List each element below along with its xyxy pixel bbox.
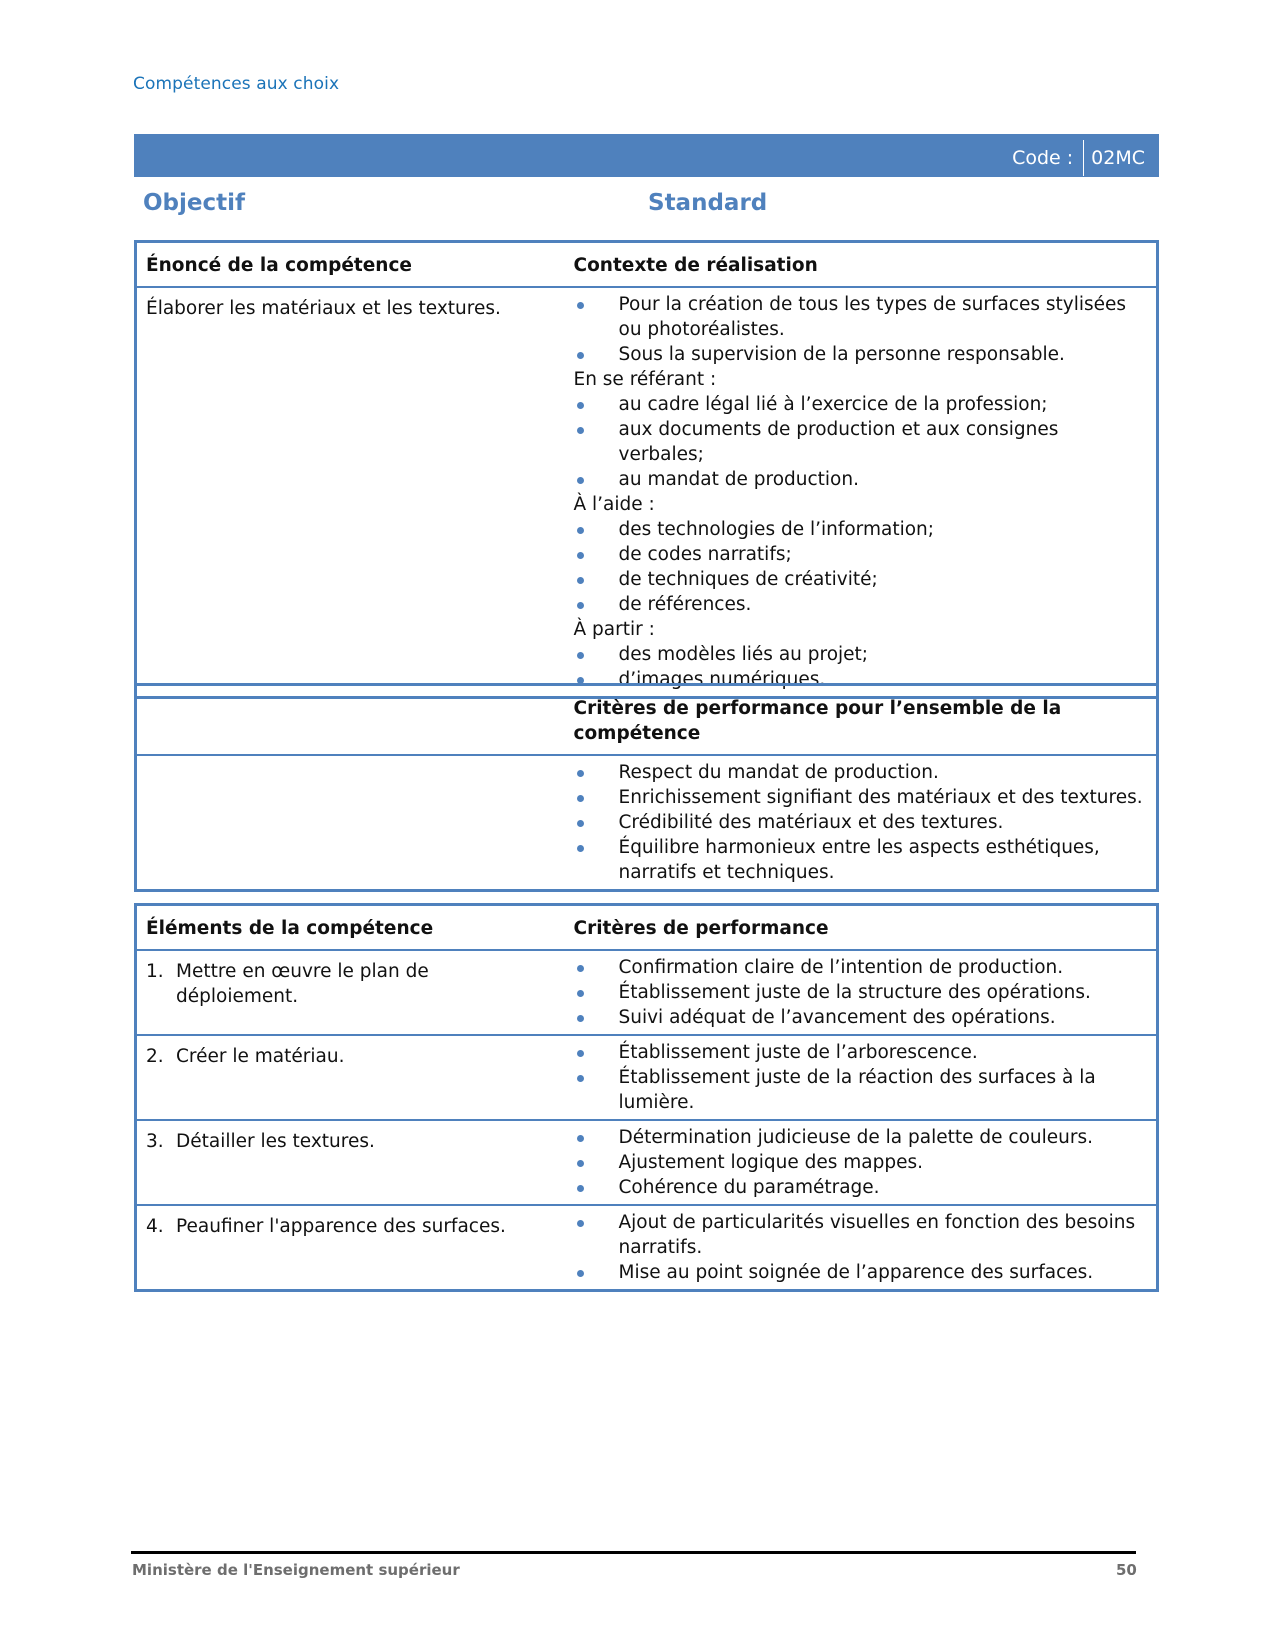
list-item: Mise au point soignée de l’apparence des surfaces. (574, 1260, 1148, 1285)
statement-header: Énoncé de la compétence (146, 255, 412, 276)
table-header-row (136, 242, 1158, 288)
table-row (136, 287, 1158, 698)
list-item: Crédibilité des matériaux et des textures. (574, 810, 1148, 835)
list-item: Équilibre harmonieux entre les aspects esthétiques, narratifs et techniques. (574, 835, 1148, 885)
element-number: 2. (146, 1046, 164, 1067)
element-cell (136, 950, 565, 1035)
list-item: Établissement juste de la structure des opérations. (574, 980, 1148, 1005)
element-text: Peaufiner l'apparence des surfaces. (176, 1216, 506, 1237)
list-item: Suivi adéquat de l’avancement des opérations. (574, 1005, 1148, 1030)
table-row (136, 1120, 1158, 1205)
list-item: Détermination judicieuse de la palette de couleurs. (574, 1125, 1148, 1150)
criteria-list (574, 955, 1148, 1030)
code-value: 02MC (1091, 147, 1145, 169)
element-cell (136, 1035, 565, 1120)
overall-criteria-list (574, 760, 1148, 885)
code-divider (1083, 140, 1084, 176)
list-item: d’images numériques. (574, 667, 1148, 692)
list-item: Pour la création de tous les types de surfaces stylisées ou photoréalistes. (574, 292, 1148, 342)
criteria-list (574, 1125, 1148, 1200)
table-row (136, 1205, 1158, 1291)
list-item: Cohérence du paramétrage. (574, 1175, 1148, 1200)
context-group-list (574, 517, 1148, 617)
element-text: Créer le matériau. (176, 1046, 345, 1067)
context-group-label: À l’aide : (573, 494, 655, 515)
table-row (136, 1035, 1158, 1120)
list-item: aux documents de production et aux consignes verbales; (574, 417, 1148, 467)
context-group-list (574, 392, 1148, 492)
context-group-label: En se référant : (573, 369, 717, 390)
context-group-label: À partir : (573, 619, 655, 640)
overall-criteria-header: Critères de performance pour l’ensemble de la compétence (573, 698, 1062, 744)
context-header: Contexte de réalisation (573, 255, 818, 276)
elements-header: Éléments de la compétence (146, 918, 434, 939)
list-item: de références. (574, 592, 1148, 617)
element-text: Détailler les textures. (176, 1131, 375, 1152)
footer-publisher: Ministère de l'Enseignement supérieur (132, 1561, 460, 1579)
empty-cell (136, 755, 565, 891)
criteria-cell (565, 1205, 1158, 1291)
list-item: Ajout de particularités visuelles en fonction des besoins narratifs. (574, 1210, 1148, 1260)
list-item: des technologies de l’information; (574, 517, 1148, 542)
running-title: Compétences aux choix (133, 74, 340, 94)
list-item: Établissement juste de la réaction des surfaces à la lumière. (574, 1065, 1148, 1115)
element-number: 3. (146, 1131, 164, 1152)
list-item: de codes narratifs; (574, 542, 1148, 567)
criteria-cell (565, 1035, 1158, 1120)
element-number: 4. (146, 1216, 164, 1237)
footer-divider (131, 1551, 1136, 1554)
statement-context-table (134, 240, 1159, 699)
overall-criteria-cell (565, 755, 1158, 891)
list-item: au mandat de production. (574, 467, 1148, 492)
competency-statement: Élaborer les matériaux et les textures. (136, 287, 565, 698)
table-row (136, 950, 1158, 1035)
criteria-header: Critères de performance (573, 918, 829, 939)
list-item: Respect du mandat de production. (574, 760, 1148, 785)
objective-heading: Objectif (143, 190, 246, 216)
criteria-list (574, 1210, 1148, 1285)
list-item: Confirmation claire de l’intention de production. (574, 955, 1148, 980)
context-cell (565, 287, 1158, 698)
elements-criteria-table (134, 903, 1159, 1292)
list-item: Enrichissement signifiant des matériaux et des textures. (574, 785, 1148, 810)
table-header-row (136, 685, 1158, 756)
list-item: Ajustement logique des mappes. (574, 1150, 1148, 1175)
element-cell (136, 1120, 565, 1205)
list-item: Sous la supervision de la personne responsable. (574, 342, 1148, 367)
element-cell (136, 1205, 565, 1291)
element-number: 1. (146, 961, 164, 982)
criteria-cell (565, 1120, 1158, 1205)
list-item: des modèles liés au projet; (574, 642, 1148, 667)
list-item: de techniques de créativité; (574, 567, 1148, 592)
page-number: 50 (1116, 1561, 1137, 1579)
overall-criteria-table (134, 683, 1159, 892)
code-box (1012, 140, 1145, 176)
table-row (136, 755, 1158, 891)
criteria-list (574, 1040, 1148, 1115)
table-header-row (136, 905, 1158, 951)
list-item: au cadre légal lié à l’exercice de la profession; (574, 392, 1148, 417)
standard-heading: Standard (648, 190, 768, 216)
context-intro-list (574, 292, 1148, 367)
criteria-cell (565, 950, 1158, 1035)
empty-header-cell (136, 685, 565, 756)
element-text: Mettre en œuvre le plan de déploiement. (176, 961, 429, 1007)
code-label: Code : (1012, 147, 1074, 169)
code-banner (134, 134, 1159, 177)
list-item: Établissement juste de l’arborescence. (574, 1040, 1148, 1065)
